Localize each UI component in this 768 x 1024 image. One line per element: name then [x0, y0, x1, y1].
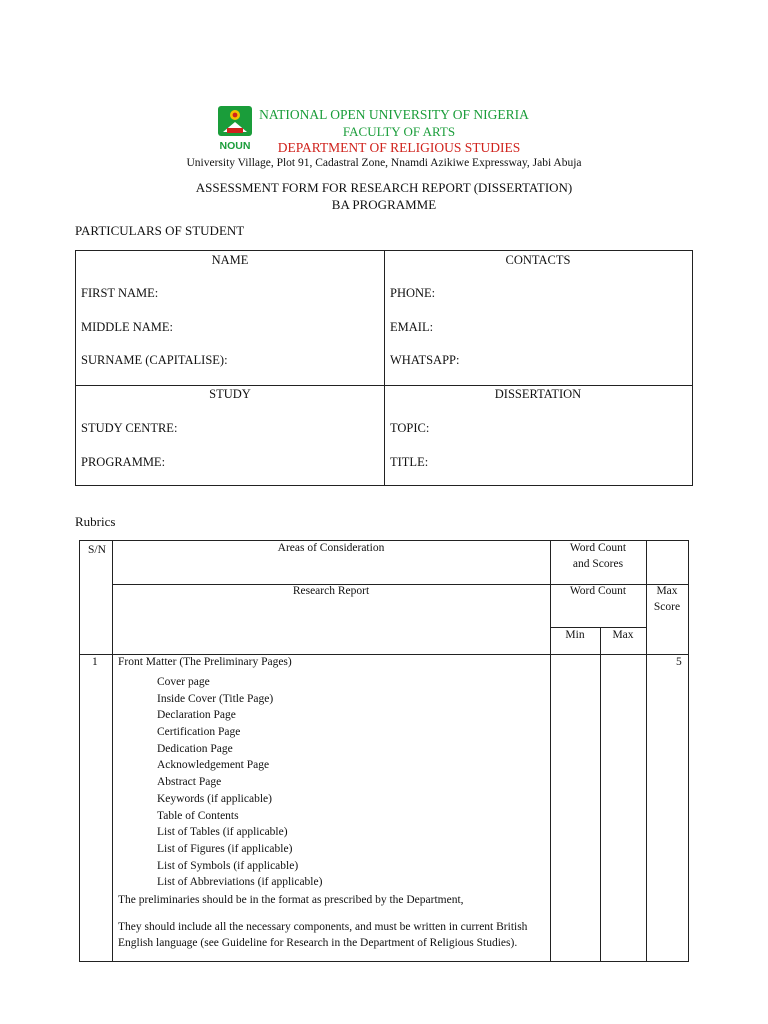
- word-count-scores-header-2: and Scores: [572, 558, 624, 570]
- preliminaries-note: The preliminaries should be in the format as prescribed by the Department,: [118, 894, 464, 906]
- svg-text:NOUN: NOUN: [219, 140, 251, 152]
- components-note-line-1: They should include all the necessary components, and must be written in current British: [118, 921, 528, 933]
- max-header: Max: [612, 629, 634, 641]
- middle-name-label: MIDDLE NAME:: [81, 320, 174, 334]
- topic-label: TOPIC:: [390, 421, 430, 435]
- max-score-header-2: Score: [653, 601, 681, 613]
- rubrics-table: [79, 540, 689, 962]
- dissertation-header: DISSERTATION: [494, 387, 582, 401]
- first-name-label: FIRST NAME:: [81, 286, 159, 300]
- list-item: Inside Cover (Title Page): [157, 692, 274, 705]
- list-item: List of Symbols (if applicable): [157, 859, 299, 872]
- max-score-header-1: Max: [656, 585, 678, 597]
- list-item: Certification Page: [157, 726, 241, 739]
- form-title: ASSESSMENT FORM FOR RESEARCH REPORT (DISSERTATION): [195, 180, 573, 195]
- phone-label: PHONE:: [390, 286, 436, 300]
- components-note-line-2: English language (see Guideline for Research in the Department of Religious Studies).: [118, 937, 518, 949]
- row-title: Front Matter (The Preliminary Pages): [118, 656, 292, 668]
- email-label: EMAIL:: [390, 320, 434, 334]
- particulars-table: [75, 250, 693, 486]
- list-item: List of Abbreviations (if applicable): [157, 876, 323, 889]
- research-report-header: Research Report: [292, 585, 370, 597]
- row-max-score: 5: [676, 656, 682, 668]
- list-item: Acknowledgement Page: [157, 759, 270, 772]
- list-item: Keywords (if applicable): [157, 792, 272, 805]
- front-matter-list: [125, 674, 322, 891]
- sn-header: S/N: [88, 544, 106, 556]
- list-item: Dedication Page: [157, 742, 233, 755]
- min-header: Min: [565, 629, 585, 641]
- particulars-heading: PARTICULARS OF STUDENT: [75, 223, 245, 238]
- faculty-name: FACULTY OF ARTS: [342, 124, 456, 139]
- programme-title: BA PROGRAMME: [331, 197, 437, 212]
- list-item: Declaration Page: [157, 709, 236, 722]
- list-item: List of Figures (if applicable): [157, 842, 293, 855]
- university-address: University Village, Plot 91, Cadastral Zone, Nnamdi Azikiwe Expressway, Jabi Abuja: [186, 157, 582, 169]
- whatsapp-label: WHATSAPP:: [390, 353, 460, 367]
- areas-header: Areas of Consideration: [277, 542, 385, 554]
- name-header: NAME: [211, 253, 249, 267]
- study-centre-label: STUDY CENTRE:: [81, 421, 178, 435]
- list-item: Table of Contents: [157, 809, 239, 822]
- department-name: DEPARTMENT OF RELIGIOUS STUDIES: [277, 140, 521, 155]
- university-name: NATIONAL OPEN UNIVERSITY OF NIGERIA: [259, 107, 529, 122]
- list-item: List of Tables (if applicable): [157, 826, 288, 839]
- contacts-header: CONTACTS: [505, 253, 571, 267]
- rubrics-heading: Rubrics: [75, 514, 116, 529]
- word-count-header: Word Count: [569, 585, 627, 597]
- surname-label: SURNAME (CAPITALISE):: [81, 353, 228, 367]
- list-item: Cover page: [157, 676, 210, 688]
- word-count-scores-header-1: Word Count: [569, 542, 627, 554]
- title-label: TITLE:: [390, 455, 429, 469]
- study-header: STUDY: [209, 387, 251, 401]
- row-sn: 1: [92, 656, 98, 668]
- list-item: Abstract Page: [157, 776, 222, 789]
- programme-label: PROGRAMME:: [81, 455, 166, 469]
